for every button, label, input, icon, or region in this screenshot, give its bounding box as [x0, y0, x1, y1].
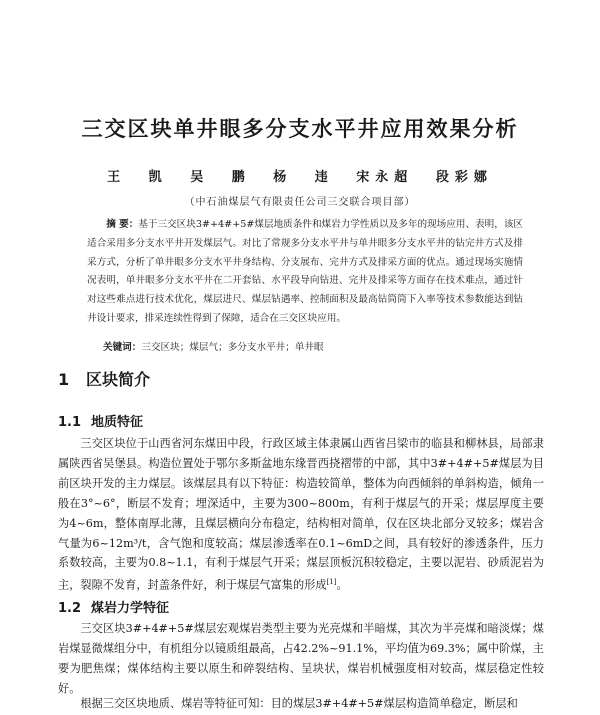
subsection-heading-1-2	[58, 597, 169, 616]
subsection-heading-1-1	[58, 411, 143, 430]
keywords-text: 三交区块；煤层气；多分支水平井；单井眼	[141, 342, 324, 353]
keywords-label: 关键词：	[103, 342, 142, 353]
abstract-text: 基于三交区块3#+4#+5#煤层地质条件和煤岩力学性质以及多年的现场应用、表明，该区适合采用多分支水平井开发煤层气。对比了常规多分支水平井与单井眼多分支水平井的钻完井方式及排采方式，分析了单井眼多分支水平井身结构、分支展布、完井方式及排采方面的优点。通过现场实施情况表明，单井眼多分支水平井在二开套钻、水平段导向钻进、完井及排采等方面存在技术难点，通过针对这些难点进行技术优化，煤层进尺、煤层钻遇率、控制面积及最高钻筒筒下入率等技术参数能达到钻井设计要求，排采连续性得到了保障，适合在三交区块应用。	[87, 219, 524, 324]
subsection-number: 1.2	[58, 601, 82, 616]
affiliation: （中石油煤层气有限责任公司三交联合项目部）	[184, 197, 416, 208]
author-list: 王 凯 吴 鹏 杨 违 宋永超 段彩娜	[107, 170, 493, 185]
section-number: 1	[58, 370, 70, 389]
paragraph-text: 三交区块位于山西省河东煤田中段，行政区域主体隶属山西省吕梁市的临县和柳林县，局部隶属陕西省吴堡县。构造位置处于鄂尔多斯盆地东缘晋西挠褶带的中部，其中3#+4#+5#煤层为目前区块开发的主力煤层。该煤层具有以下特征：构造较简单，整体为向西倾斜的单斜构造，倾角一般在3°~6°，断层不发育；埋深适中，主要为300~800m，有利于煤层气的开采；煤层厚度主要为4~6m，整体南厚北薄，且煤层横向分布稳定，结构相对简单，仅在区块北部分叉较多；煤岩含气量为6~12m³/t，含气饱和度较高；煤层渗透率在0.1~6mD之间，具有较好的渗透条件，压力系数较高，主要为0.8~1.1，有利于煤层气开采；煤层顶板沉积较稳定，主要以泥岩、砂质泥岩为主，裂隙不发育，封盖条件好，利于煤层气富集的形成	[58, 437, 544, 593]
citation: [1]	[326, 578, 337, 587]
section-title: 区块简介	[86, 370, 151, 389]
keywords	[103, 339, 523, 353]
paper-title: 三交区块单井眼多分支水平井应用效果分析	[81, 117, 519, 141]
subsection-title: 地质特征	[91, 415, 144, 430]
paragraph-end: 。	[336, 579, 348, 593]
subsection-title: 煤岩力学特征	[91, 601, 170, 616]
paragraph-continued: 根据三交区块地质、煤岩等特征可知：目的煤层3#+4#+5#煤层构造简单稳定，断层和	[80, 697, 518, 710]
paragraph-geology	[58, 434, 544, 596]
paragraph-coal-mechanics: 三交区块3#+4#+5#煤层宏观煤岩类型主要为光亮煤和半暗煤，其次为半亮煤和暗淡煤；煤岩煤显微煤组分中，有机组分以镜质组最高，占42.2%~91.1%，平均值为69.3%；属中阶煤，主要为肥焦煤；煤体结构主要以原生和碎裂结构、呈块状，煤岩机械强度相对较高，煤层稳定性较好。	[58, 622, 544, 695]
section-heading-1	[58, 367, 150, 390]
abstract	[87, 216, 523, 329]
subsection-number: 1.1	[58, 415, 82, 430]
abstract-label: 摘 要：	[106, 219, 139, 230]
